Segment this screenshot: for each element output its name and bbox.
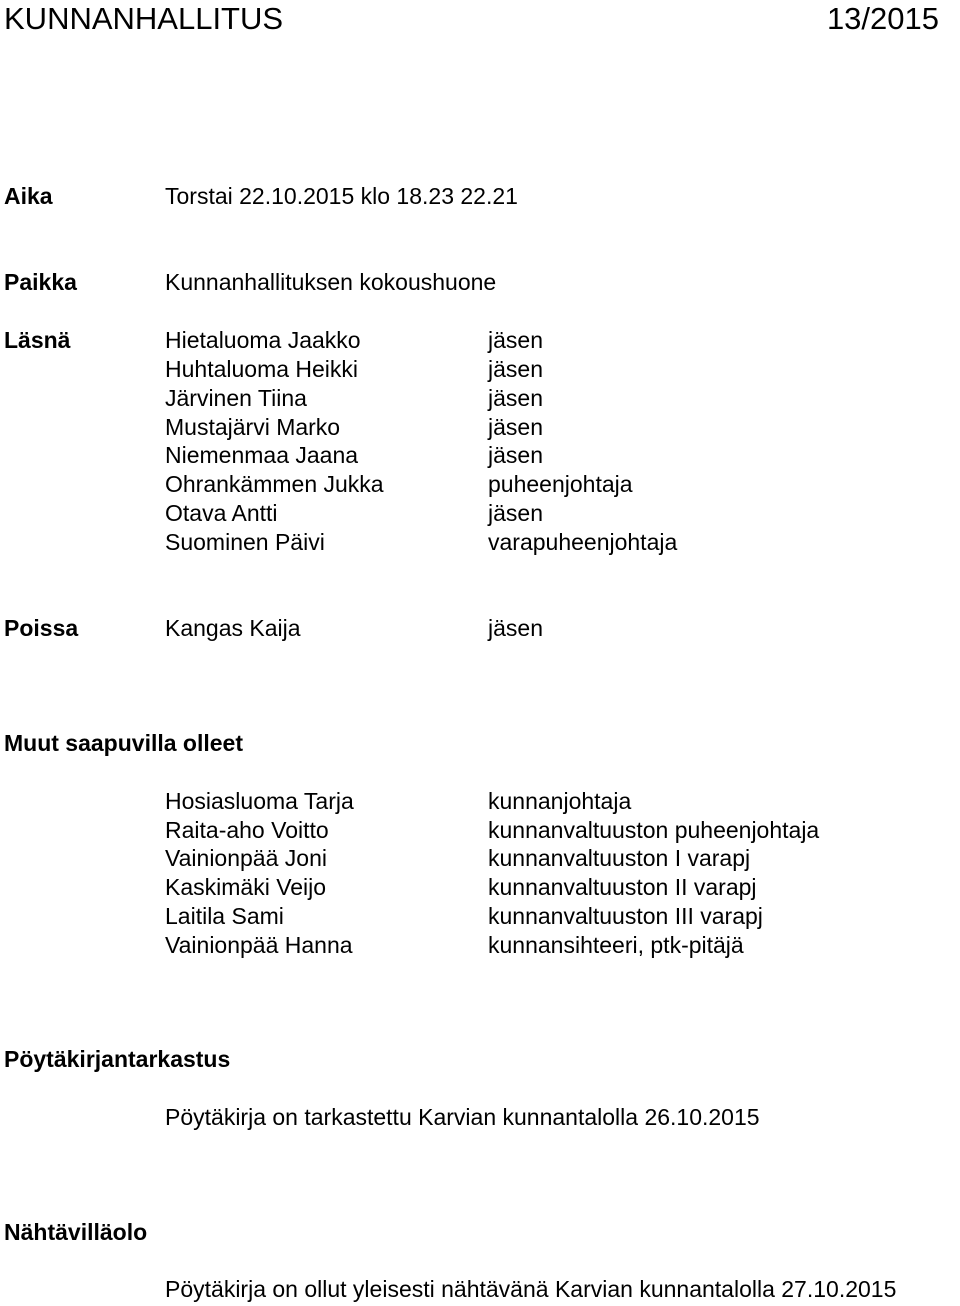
- paikka-label: Paikka: [4, 269, 77, 295]
- muut-name: Vainionpää Joni: [165, 845, 327, 871]
- muut-role: kunnanvaltuuston I varapj: [488, 845, 751, 871]
- lasna-name: Hietaluoma Jaakko: [165, 327, 361, 353]
- lasna-role: jäsen: [488, 356, 543, 382]
- lasna-role: jäsen: [488, 500, 543, 526]
- lasna-role: jäsen: [488, 414, 543, 440]
- tarkastus-label: Pöytäkirjantarkastus: [4, 1046, 231, 1072]
- lasna-name: Mustajärvi Marko: [165, 414, 341, 440]
- meeting-number: 13/2015: [826, 1, 939, 36]
- muut-label: Muut saapuvilla olleet: [4, 730, 243, 756]
- muut-role: kunnanjohtaja: [488, 788, 632, 814]
- tarkastus-text: Pöytäkirja on tarkastettu Karvian kunnantalolla 26.10.2015: [165, 1104, 760, 1130]
- lasna-name: Huhtaluoma Heikki: [165, 356, 359, 382]
- muut-name: Hosiasluoma Tarja: [165, 788, 354, 814]
- paikka-value: Kunnanhallituksen kokoushuone: [165, 269, 497, 295]
- muut-role: kunnanvaltuuston puheenjohtaja: [488, 817, 820, 843]
- lasna-name: Niemenmaa Jaana: [165, 442, 359, 468]
- muut-name: Vainionpää Hanna: [165, 932, 353, 958]
- poissa-role: jäsen: [488, 615, 543, 641]
- nahtavilla-label: Nähtävilläolo: [4, 1219, 148, 1245]
- poissa-name: Kangas Kaija: [165, 615, 301, 641]
- lasna-role: varapuheenjohtaja: [488, 529, 678, 555]
- lasna-name: Suominen Päivi: [165, 529, 325, 555]
- lasna-role: jäsen: [488, 442, 543, 468]
- lasna-name: Järvinen Tiina: [165, 385, 307, 411]
- muut-name: Kaskimäki Veijo: [165, 874, 327, 900]
- lasna-label: Läsnä: [4, 327, 71, 353]
- aika-value: Torstai 22.10.2015 klo 18.23 22.21: [165, 183, 518, 209]
- muut-name: Raita-aho Voitto: [165, 817, 329, 843]
- document-title: KUNNANHALLITUS: [4, 1, 284, 36]
- lasna-role: puheenjohtaja: [488, 471, 633, 497]
- aika-label: Aika: [4, 183, 53, 209]
- nahtavilla-text: Pöytäkirja on ollut yleisesti nähtävänä Karvian kunnantalolla 27.10.2015: [165, 1276, 897, 1302]
- lasna-role: jäsen: [488, 327, 543, 353]
- lasna-name: Ohrankämmen Jukka: [165, 471, 384, 497]
- muut-role: kunnansihteeri, ptk-pitäjä: [488, 932, 744, 958]
- muut-name: Laitila Sami: [165, 903, 284, 929]
- muut-role: kunnanvaltuuston II varapj: [488, 874, 757, 900]
- lasna-role: jäsen: [488, 385, 543, 411]
- muut-role: kunnanvaltuuston III varapj: [488, 903, 763, 929]
- lasna-name: Otava Antti: [165, 500, 278, 526]
- poissa-label: Poissa: [4, 615, 79, 641]
